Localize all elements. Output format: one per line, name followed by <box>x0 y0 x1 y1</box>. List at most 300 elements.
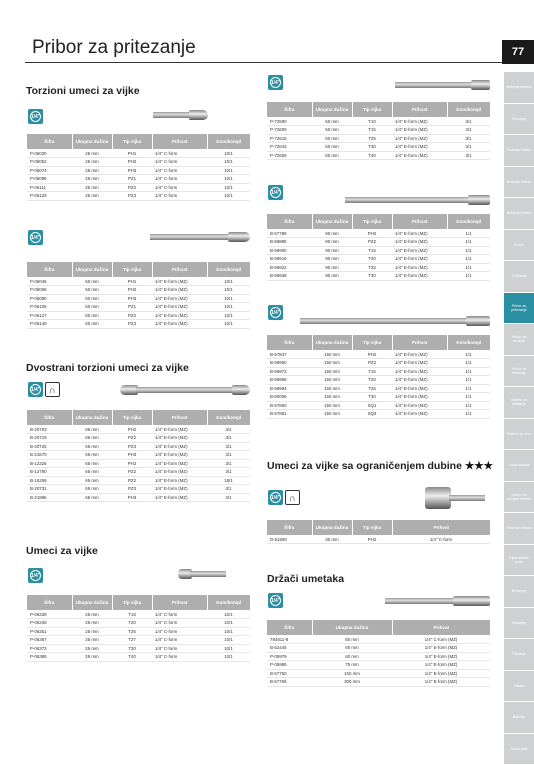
table-cell: 150 mm <box>312 350 352 359</box>
category-tab[interactable]: Klesanje <box>504 104 534 136</box>
table-row <box>27 476 250 485</box>
table-row <box>267 652 490 661</box>
col-header: Šifra <box>27 410 72 425</box>
table-cell: 1/1 <box>447 255 490 264</box>
table-row <box>267 376 490 385</box>
depth-stop-bit-image <box>425 487 485 509</box>
table-ogranicenje <box>267 520 490 544</box>
table-cell: 10/1 <box>207 277 250 286</box>
table-cell: PH3 <box>112 493 152 502</box>
category-tab[interactable]: Poliranje <box>504 608 534 640</box>
col-header: Ukupna dužina <box>312 620 392 635</box>
table-row <box>267 246 490 255</box>
table-row <box>27 277 250 286</box>
table-cell: PH3 <box>112 294 152 303</box>
table-cell: 90 mm <box>312 238 352 247</box>
table-row <box>267 134 490 143</box>
table-row <box>267 229 490 238</box>
table-cell: 1/4" E-form (MZ) <box>392 272 447 281</box>
table-cell: 1/4" C-form <box>152 183 207 192</box>
table-cell: B-59922 <box>267 263 312 272</box>
table-cell: 1/4" E-form (MZ) <box>392 229 447 238</box>
table-cell: P-06367 <box>27 636 72 645</box>
table-cell: 10/1 <box>207 175 250 184</box>
table-cell: PH3 <box>112 451 152 460</box>
table-cell: 25 mm <box>72 183 112 192</box>
col-header: Ukupna dužina <box>72 595 112 610</box>
col-header: Kom/kompl <box>447 335 490 350</box>
table-row <box>27 442 250 451</box>
table-row <box>27 493 250 502</box>
table-cell: P-06373 <box>27 644 72 653</box>
table-cell: P-06351 <box>27 627 72 636</box>
table-row <box>267 367 490 376</box>
quarter-inch-badge: 1/4" <box>268 305 283 320</box>
table-cell: 10/1 <box>207 653 250 662</box>
table-cell: 1/4" E-form (MZ) <box>392 393 447 402</box>
table-cell: B-52445 <box>267 644 312 653</box>
table-cell: B-21886 <box>27 493 72 502</box>
table-row <box>267 535 490 544</box>
col-header: Tip vijka <box>112 410 152 425</box>
table-cell: 18/1 <box>207 476 250 485</box>
magnet-icon: ∩ <box>285 490 300 505</box>
table-cell: B-12326 <box>27 459 72 468</box>
col-header: Ukupna dužina <box>72 134 112 149</box>
section-title-ogranicenje <box>267 460 493 472</box>
table-cell: 1/1 <box>447 229 490 238</box>
table-cell: 1/1 <box>447 376 490 385</box>
table-cell: T20 <box>112 619 152 628</box>
table-cell: 10/1 <box>207 286 250 295</box>
col-header: Tip vijka <box>352 335 392 350</box>
table-cell: 1/4" C-form <box>152 610 207 619</box>
table-cell: 1/1 <box>447 246 490 255</box>
table-cell: 10/1 <box>207 610 250 619</box>
table-cell: T15 <box>112 610 152 619</box>
table-cell: 1/4" E-form (MZ) <box>392 410 447 419</box>
table-cell: T10 <box>352 117 392 126</box>
table-cell: 1/4" E-form (MZ) <box>152 434 207 443</box>
table-cell: 1/4" C-form <box>152 192 207 201</box>
table-cell: P-06052 <box>27 158 72 167</box>
table-cell: PH2 <box>112 158 152 167</box>
table-right-50 <box>267 102 490 160</box>
table-row <box>27 294 250 303</box>
col-header: Tip vijka <box>112 134 152 149</box>
col-header: Prihvat <box>152 262 207 277</box>
col-header: Ukupna dužina <box>72 410 112 425</box>
table-cell: 1/4" E-form (MZ) <box>392 238 447 247</box>
table-cell: 75 mm <box>312 661 392 670</box>
table-cell: 1/4" E-form (MZ) <box>392 678 490 687</box>
table-cell: 25 mm <box>72 619 112 628</box>
table-cell: 3/1 <box>447 126 490 135</box>
table-cell: P-72609 <box>267 126 312 135</box>
bit-image <box>300 316 490 326</box>
table-cell: 1/4" E-form (MZ) <box>392 644 490 653</box>
table-right-150 <box>267 335 490 419</box>
table-cell: 60 mm <box>312 644 392 653</box>
table-cell: 1/1 <box>447 393 490 402</box>
table-drzaci <box>267 620 490 687</box>
table-cell: 90 mm <box>312 246 352 255</box>
table-cell: T30 <box>352 393 392 402</box>
table-cell: 150 mm <box>312 410 352 419</box>
table-cell: 1/4" E-form (MZ) <box>392 661 490 670</box>
category-tab[interactable]: Lanci testera <box>504 450 534 482</box>
table-cell: SQ1 <box>352 401 392 410</box>
col-header: Prihvat <box>392 335 447 350</box>
table-cell: 1/4" E-form (MZ) <box>392 367 447 376</box>
table-cell: 1/4" E-form (MZ) <box>392 263 447 272</box>
table-cell: P-06127 <box>27 311 72 320</box>
table-row <box>27 468 250 477</box>
table-cell: B-57881 <box>267 410 312 419</box>
table-cell: 1/4" E-form (MZ) <box>392 376 447 385</box>
table-dvostrani <box>27 410 250 502</box>
section-title-text: Umeci za vijke sa ograničenjem dubine <box>267 460 462 472</box>
section-title-umeci: Umeci za vijke <box>26 545 98 557</box>
table-row <box>267 143 490 152</box>
table-cell: B-20725 <box>27 442 72 451</box>
table-cell: 65 mm <box>72 434 112 443</box>
table-cell: 3/1 <box>207 425 250 434</box>
table-cell: 50 mm <box>312 151 352 160</box>
table-cell: P-06133 <box>27 192 72 201</box>
category-tab[interactable]: Dijamantske ploče <box>504 545 534 577</box>
table-cell: 1/4" E-form (MZ) <box>392 134 447 143</box>
table-cell: B-21870 <box>27 451 72 460</box>
col-header: Prihvat <box>152 410 207 425</box>
bit-image <box>178 569 226 579</box>
table-row <box>267 117 490 126</box>
table-cell: P-06105 <box>27 303 72 312</box>
col-header: Šifra <box>267 102 312 117</box>
table-cell: 50 mm <box>312 134 352 143</box>
table-cell: 1/1 <box>447 272 490 281</box>
col-header: Prihvat <box>392 214 447 229</box>
category-tab[interactable]: Testere za drvo <box>504 419 534 451</box>
quarter-inch-badge: 1/4" <box>268 75 283 90</box>
table-row <box>267 350 490 359</box>
table-cell: 90 mm <box>312 255 352 264</box>
table-cell: 3/1 <box>207 493 250 502</box>
col-header: Tip vijka <box>112 595 152 610</box>
table-cell: 1/4" C-form <box>152 644 207 653</box>
table-cell: P-06149 <box>27 320 72 329</box>
category-tab[interactable]: Krune <box>504 230 534 262</box>
table-cell: 1/1 <box>447 410 490 419</box>
bit-image <box>150 232 250 242</box>
table-cell: B-60006 <box>267 393 312 402</box>
category-tab[interactable]: Ručni alati <box>504 734 534 765</box>
table-cell: 1/4" C-form <box>392 535 490 544</box>
table-row <box>267 393 490 402</box>
table-row <box>27 303 250 312</box>
table-cell: 90 mm <box>312 263 352 272</box>
category-tab[interactable]: Pribor za brušenje <box>504 356 534 388</box>
table-cell: 1/4" C-form (MZ) <box>392 635 490 644</box>
table-row <box>27 434 250 443</box>
table-cell: 1/4" E-form (MZ) <box>392 255 447 264</box>
table-cell: 150 mm <box>312 393 352 402</box>
table-row <box>267 661 490 670</box>
table-row <box>267 401 490 410</box>
table-cell: 50 mm <box>72 311 112 320</box>
table-cell: 65 mm <box>72 485 112 494</box>
table-cell: 1/4" E-form (MZ) <box>152 442 207 451</box>
table-cell: 1/4" C-form <box>152 158 207 167</box>
category-tab[interactable]: Pribor za rezanje <box>504 324 534 356</box>
table-cell: P-72659 <box>267 151 312 160</box>
table-cell: 65 mm <box>72 493 112 502</box>
table-cell: P-06046 <box>27 277 72 286</box>
table-row <box>267 359 490 368</box>
table-cell: 1/4" E-form (MZ) <box>392 652 490 661</box>
table-cell: 3/1 <box>447 143 490 152</box>
table-cell: 1/4" E-form (MZ) <box>392 126 447 135</box>
col-header: Šifra <box>267 620 312 635</box>
col-header: Ukupna dužina <box>72 262 112 277</box>
table-cell: PZ2 <box>352 359 392 368</box>
table-row <box>267 151 490 160</box>
category-tab[interactable]: Bušenje drveta <box>504 167 534 199</box>
table-cell: PH2 <box>352 350 392 359</box>
col-header: Šifra <box>27 134 72 149</box>
table-row <box>267 644 490 653</box>
table-cell: P-06068 <box>27 286 72 295</box>
col-header: Šifra <box>267 214 312 229</box>
table-cell: 1/1 <box>447 367 490 376</box>
category-tab[interactable]: Bušenje čelika <box>504 135 534 167</box>
table-row <box>267 255 490 264</box>
table-cell: 50 mm <box>72 294 112 303</box>
table-cell: 1/4" E-form (MZ) <box>392 384 447 393</box>
table-cell: T25 <box>352 384 392 393</box>
bit-image <box>153 110 208 120</box>
table-cell: 1/4" C-form <box>152 619 207 628</box>
table-cell: 1/1 <box>447 263 490 272</box>
table-cell: PZ2 <box>112 183 152 192</box>
category-tab[interactable]: Baterije <box>504 702 534 734</box>
category-tab[interactable]: Pribor za pritezanje <box>504 293 534 325</box>
table-cell: PH3 <box>112 166 152 175</box>
table-row <box>27 644 250 653</box>
section-title-dvostrani: Dvostrani torzioni umeci za vijke <box>26 362 189 374</box>
table-row <box>267 126 490 135</box>
table-cell: 60 mm <box>312 652 392 661</box>
table-cell: 25 mm <box>72 192 112 201</box>
table-cell: B-57788 <box>267 229 312 238</box>
table-cell: B-59938 <box>267 272 312 281</box>
table-cell: B-57847 <box>267 350 312 359</box>
category-tab[interactable]: Bušenje metala <box>504 198 534 230</box>
table-cell: T27 <box>112 636 152 645</box>
table-cell: PZ2 <box>112 476 152 485</box>
table-cell: 10/1 <box>207 149 250 158</box>
table-row <box>267 669 490 678</box>
table-torzioni-50 <box>27 262 250 329</box>
table-cell: 3/1 <box>207 468 250 477</box>
col-header: Šifra <box>267 335 312 350</box>
col-header: Prihvat <box>152 595 207 610</box>
badge-row <box>268 305 283 320</box>
category-tab[interactable]: Šrafljenje <box>504 261 534 293</box>
table-cell: 1/4" E-form (MZ) <box>152 451 207 460</box>
col-header: Ukupna dužina <box>312 102 352 117</box>
table-cell: B-59916 <box>267 255 312 264</box>
category-tab[interactable]: Listovi za ubodne testere <box>504 482 534 514</box>
col-header: Ukupna dužina <box>312 335 352 350</box>
table-cell: 90 mm <box>312 272 352 281</box>
category-tab[interactable]: Noževi za blanjanje <box>504 387 534 419</box>
table-cell: B-59900 <box>267 246 312 255</box>
table-row <box>27 485 250 494</box>
table-cell: PH1 <box>112 277 152 286</box>
table-cell: 1/4" C-form <box>152 627 207 636</box>
double-bit-image <box>120 385 250 395</box>
table-cell: 90 mm <box>312 229 352 238</box>
col-header: Prihvat <box>392 620 490 635</box>
table-cell: P-06096 <box>27 175 72 184</box>
top-divider <box>25 62 503 63</box>
table-row <box>27 158 250 167</box>
table-cell: 150 mm <box>312 669 392 678</box>
table-cell: PH1 <box>112 149 152 158</box>
table-cell: 50 mm <box>72 286 112 295</box>
table-right-90 <box>267 214 490 281</box>
col-header: Kom/kompl <box>207 134 250 149</box>
table-cell: T15 <box>352 367 392 376</box>
table-cell: 30 mm <box>312 535 352 544</box>
table-row <box>27 320 250 329</box>
category-tab[interactable]: Bušenje betona <box>504 72 534 104</box>
table-cell: T20 <box>352 255 392 264</box>
bit-image <box>345 195 490 205</box>
table-cell: 50 mm <box>72 320 112 329</box>
table-cell: 1/1 <box>447 401 490 410</box>
col-header: Tip vijka <box>352 214 392 229</box>
table-cell: T20 <box>352 376 392 385</box>
table-cell: B-59885 <box>267 238 312 247</box>
table-cell: 60 mm <box>312 635 392 644</box>
badge-row <box>268 185 283 200</box>
col-header: Prihvat <box>392 520 490 535</box>
table-cell: B-59966 <box>267 376 312 385</box>
badge-row <box>268 593 283 608</box>
table-cell: 50 mm <box>312 126 352 135</box>
table-cell: 1/4" E-form (MZ) <box>152 303 207 312</box>
table-cell: 3/1 <box>447 117 490 126</box>
table-row <box>27 149 250 158</box>
col-header: Ukupna dužina <box>312 214 352 229</box>
table-cell: 3/1 <box>447 151 490 160</box>
category-tab[interactable]: Sečenje metala <box>504 513 534 545</box>
table-cell: P-72643 <box>267 143 312 152</box>
table-cell: PZ1 <box>112 303 152 312</box>
table-row <box>267 384 490 393</box>
col-header: Šifra <box>27 262 72 277</box>
category-tab[interactable]: Čišćenje <box>504 639 534 671</box>
table-cell: 10/1 <box>207 294 250 303</box>
table-cell: P-06111 <box>27 183 72 192</box>
table-cell: PH2 <box>352 229 392 238</box>
table-cell: 1/4" E-form (MZ) <box>392 151 447 160</box>
table-torzioni-25 <box>27 134 250 201</box>
table-cell: P-06080 <box>27 294 72 303</box>
quarter-inch-badge: 1/4" <box>268 490 283 505</box>
table-cell: 25 mm <box>72 610 112 619</box>
col-header: Tip vijka <box>352 102 392 117</box>
table-cell: 1/4" C-form <box>152 636 207 645</box>
col-header: Šifra <box>267 520 312 535</box>
table-row <box>27 175 250 184</box>
table-cell: 25 mm <box>72 636 112 645</box>
table-cell: 3/1 <box>207 434 250 443</box>
table-cell: 1/1 <box>447 384 490 393</box>
quarter-inch-badge: 1/4" <box>28 568 43 583</box>
badge-row <box>268 75 283 90</box>
table-cell: T30 <box>352 272 392 281</box>
col-header: Tip vijka <box>112 262 152 277</box>
table-cell: 1/4" E-form (MZ) <box>152 459 207 468</box>
table-row <box>267 238 490 247</box>
table-row <box>27 425 250 434</box>
table-cell: 50 mm <box>72 303 112 312</box>
table-cell: 10/1 <box>207 311 250 320</box>
table-cell: 1/4" E-form (MZ) <box>152 476 207 485</box>
table-cell: 25 mm <box>72 175 112 184</box>
table-cell: B-57860 <box>267 401 312 410</box>
table-cell: B-20731 <box>27 485 72 494</box>
table-cell: 150 mm <box>312 367 352 376</box>
table-row <box>267 263 490 272</box>
table-cell: 1/4" E-form (MZ) <box>392 246 447 255</box>
table-row <box>27 451 250 460</box>
col-header: Kom/kompl <box>207 262 250 277</box>
col-header: Tip vijka <box>352 520 392 535</box>
table-cell: T25 <box>112 627 152 636</box>
table-cell: 1/4" E-form (MZ) <box>152 277 207 286</box>
table-cell: 25 mm <box>72 653 112 662</box>
quarter-inch-badge: 1/4" <box>268 185 283 200</box>
col-header: Prihvat <box>152 134 207 149</box>
table-cell: P-06339 <box>27 610 72 619</box>
table-cell: 1/4" E-form (MZ) <box>152 425 207 434</box>
table-row <box>267 678 490 687</box>
table-cell: 1/4" C-form <box>152 175 207 184</box>
badge-row <box>28 109 43 124</box>
table-cell: 150 mm <box>312 401 352 410</box>
table-cell: 1/4" E-form (MZ) <box>152 294 207 303</box>
table-cell: B-20703 <box>27 425 72 434</box>
table-cell: PH2 <box>112 425 152 434</box>
table-cell: 1/4" E-form (MZ) <box>392 669 490 678</box>
table-cell: 1/1 <box>447 350 490 359</box>
table-cell: 150 mm <box>312 384 352 393</box>
badge-row <box>268 490 300 505</box>
table-cell: 1/4" E-form (MZ) <box>152 311 207 320</box>
table-cell: 50 mm <box>312 143 352 152</box>
table-cell: 1/1 <box>447 238 490 247</box>
table-cell: SQ3 <box>352 410 392 419</box>
category-tab[interactable]: Brušenje <box>504 576 534 608</box>
col-header: Kom/kompl <box>207 595 250 610</box>
table-cell: 65 mm <box>72 468 112 477</box>
category-tab[interactable]: Ostalo <box>504 671 534 703</box>
table-row <box>27 311 250 320</box>
